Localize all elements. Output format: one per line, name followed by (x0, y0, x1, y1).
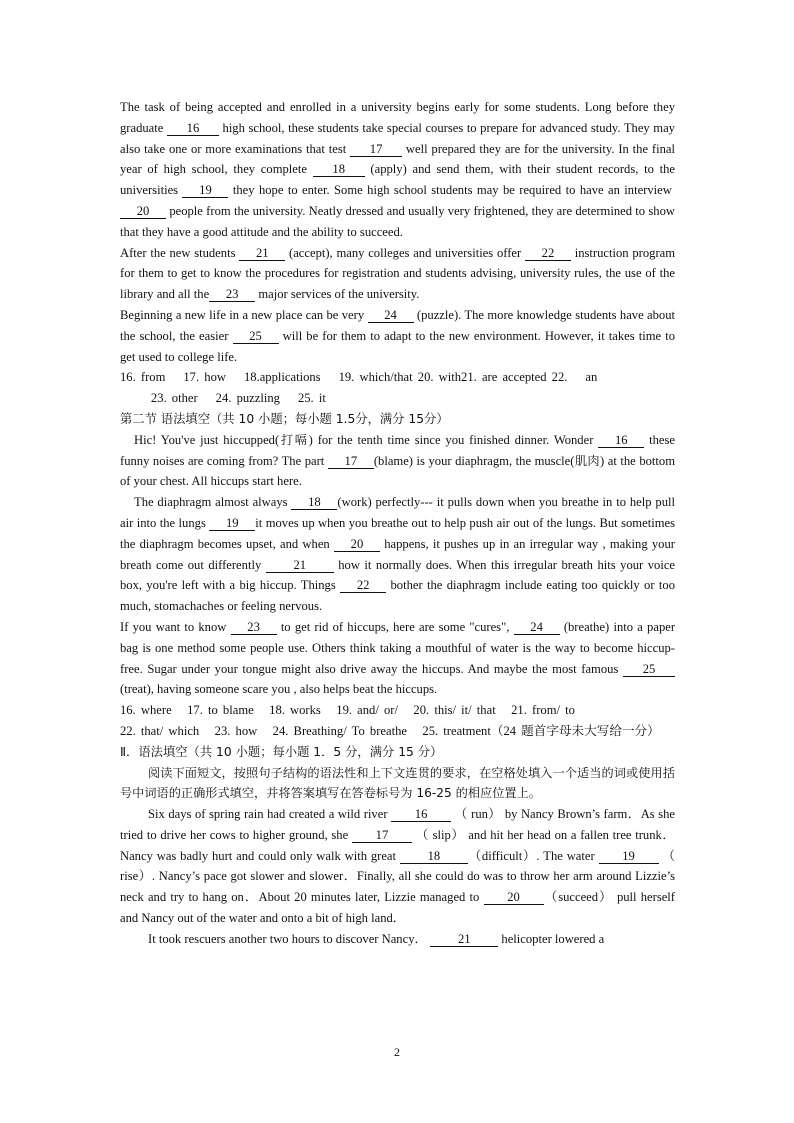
s2-blank-21: 21 (266, 558, 334, 573)
blank-19: 19 (182, 183, 228, 198)
s2-blank-22: 22 (340, 578, 386, 593)
s3-blank-17: 17 (352, 828, 412, 843)
section3-instruction: 阅读下面短文，按照句子结构的语法性和上下文连贯的要求，在空格处填入一个适当的词或使用括号中词语的正确形式填空，并将答案填写在答卷标号为 16-25 的相应位置上。 (120, 765, 675, 801)
s2-blank-23: 23 (231, 620, 277, 635)
blank-21: 21 (239, 246, 285, 261)
passage1-paragraph3: Beginning a new life in a new place can be very 24 (puzzle). The more knowledge students have about the school, the easier 25 will be for them to adapt to the new environment. However, it takes time to get used to college life. (120, 307, 676, 364)
passage1-paragraph2: After the new students 21 (accept), many colleges and universities offer 22 instruction program for them to get to know the procedures for registration and students advising, university rules, the use of the library and all the 23 major services of the university. (120, 245, 676, 302)
s2-blank-16: 16 (598, 433, 644, 448)
s2-blank-17: 17 (328, 454, 374, 469)
s2-blank-20: 20 (334, 537, 380, 552)
blank-18: 18 (313, 162, 365, 177)
s2-blank-18: 18 (291, 495, 337, 510)
section3-paragraph2: It took rescuers another two hours to discover Nancy． 21 helicopter lowered a (148, 931, 605, 946)
blank-24: 24 (368, 308, 414, 323)
blank-22: 22 (525, 246, 571, 261)
section3-paragraph1: Six days of spring rain had created a wild river 16 （ run） by Nancy Brown’s farm．As she tried to drive her cows to higher ground, she 17 （ slip） and hit her head on a fallen tree trunk． Nancy was badly hurt and could only walk with great 18 （difficult）. The water 19 （ rise）. Nancy’s pace got slower and slower．Finally, all she could do was to throw her arm around Lizzie’s neck and try to hang on．About 20 minutes later, Lizzie managed to 20 （succeed） pull herself and Nancy out of the water and onto a bit of high land． (120, 807, 676, 926)
section2-answer-line2: 22. that/ which 23. how 24. Breathing/ To breathe 25. treatment（24 题首字母未大写给一分） (120, 723, 660, 738)
s3-blank-18: 18 (400, 849, 468, 864)
section3-heading: Ⅱ．语法填空（共 10 小题；每小题 1．5 分，满分 15 分） (120, 744, 443, 759)
s3-blank-16: 16 (391, 807, 451, 822)
blank-25: 25 (233, 329, 279, 344)
blank-17: 17 (350, 142, 402, 157)
s2-blank-19: 19 (209, 516, 255, 531)
blank-23: 23 (209, 287, 255, 302)
page-number: 2 (394, 1045, 400, 1059)
s3-blank-20: 20 (484, 890, 544, 905)
s2-blank-25: 25 (623, 662, 675, 677)
section2-paragraph1: Hic! You've just hiccupped(打嗝) for the tenth time since you finished dinner. Wonder 16 these funny noises are coming from? The part 17 (blame) is your diaphragm, the muscle(肌肉) at the bottom of your chest. All hiccups start here. (120, 432, 675, 489)
section2-paragraph2: The diaphragm almost always 18 (work) perfectly--- it pulls down when you breathe in to help pull air into the lungs 19 it moves up when you breathe out to help push air out of the lungs. But sometimes the diaphragm becomes upset, and when 20 happens, it pushes up in an irregular way , making your breath come out differently 21 how it normally does. When this irregular breath hits your voice box, you're left with a big hiccup. Things 22 bother the diaphragm include eating too quickly or too much, stomachaches or feeling nervous. (120, 495, 675, 614)
document-body (120, 97, 675, 950)
s3-blank-19: 19 (599, 849, 659, 864)
s3-blank-21: 21 (430, 932, 498, 947)
section2-heading: 第二节 语法填空（共 10 小题；每小题 1.5分，满分 15分） (120, 411, 449, 426)
section2-answer-line1: 16. where 17. to blame 18. works 19. and/ or/ 20. this/ it/ that 21. from/ to (120, 703, 575, 718)
s2-blank-24: 24 (514, 620, 560, 635)
blank-20: 20 (120, 204, 166, 219)
passage1-answer-key: 16. from 17. how 18.applications 19. which/that 20. with21. are accepted 22. an 23. other 24. puzzling 25. it (120, 370, 598, 406)
section2-paragraph3: If you want to know 23 to get rid of hiccups, here are some "cures", 24 (breathe) into a paper bag is one method some people use. Others think taking a mouthful of water is the way to become hiccup-free. Sugar under your tongue might also drive away the hiccups. And maybe the most famous 25(treat), having someone scare you , also helps beat the hiccups. (120, 619, 676, 697)
passage1-paragraph1: The task of being accepted and enrolled in a university begins early for some students. Long before they graduate 16 high school, these students take special courses to prepare for advanced study. They may also take one or more examinations that test 17 well prepared they are for the university. In the final year of high school, they complete 18 (apply) and send them, with their student records, to the universities 19 they hope to enter. Some high school students may be required to have an interview 20 people from the university. Neatly dressed and usually very frightened, they are determined to show that they have a good attitude and the ability to succeed. (120, 100, 675, 239)
blank-16: 16 (167, 121, 219, 136)
